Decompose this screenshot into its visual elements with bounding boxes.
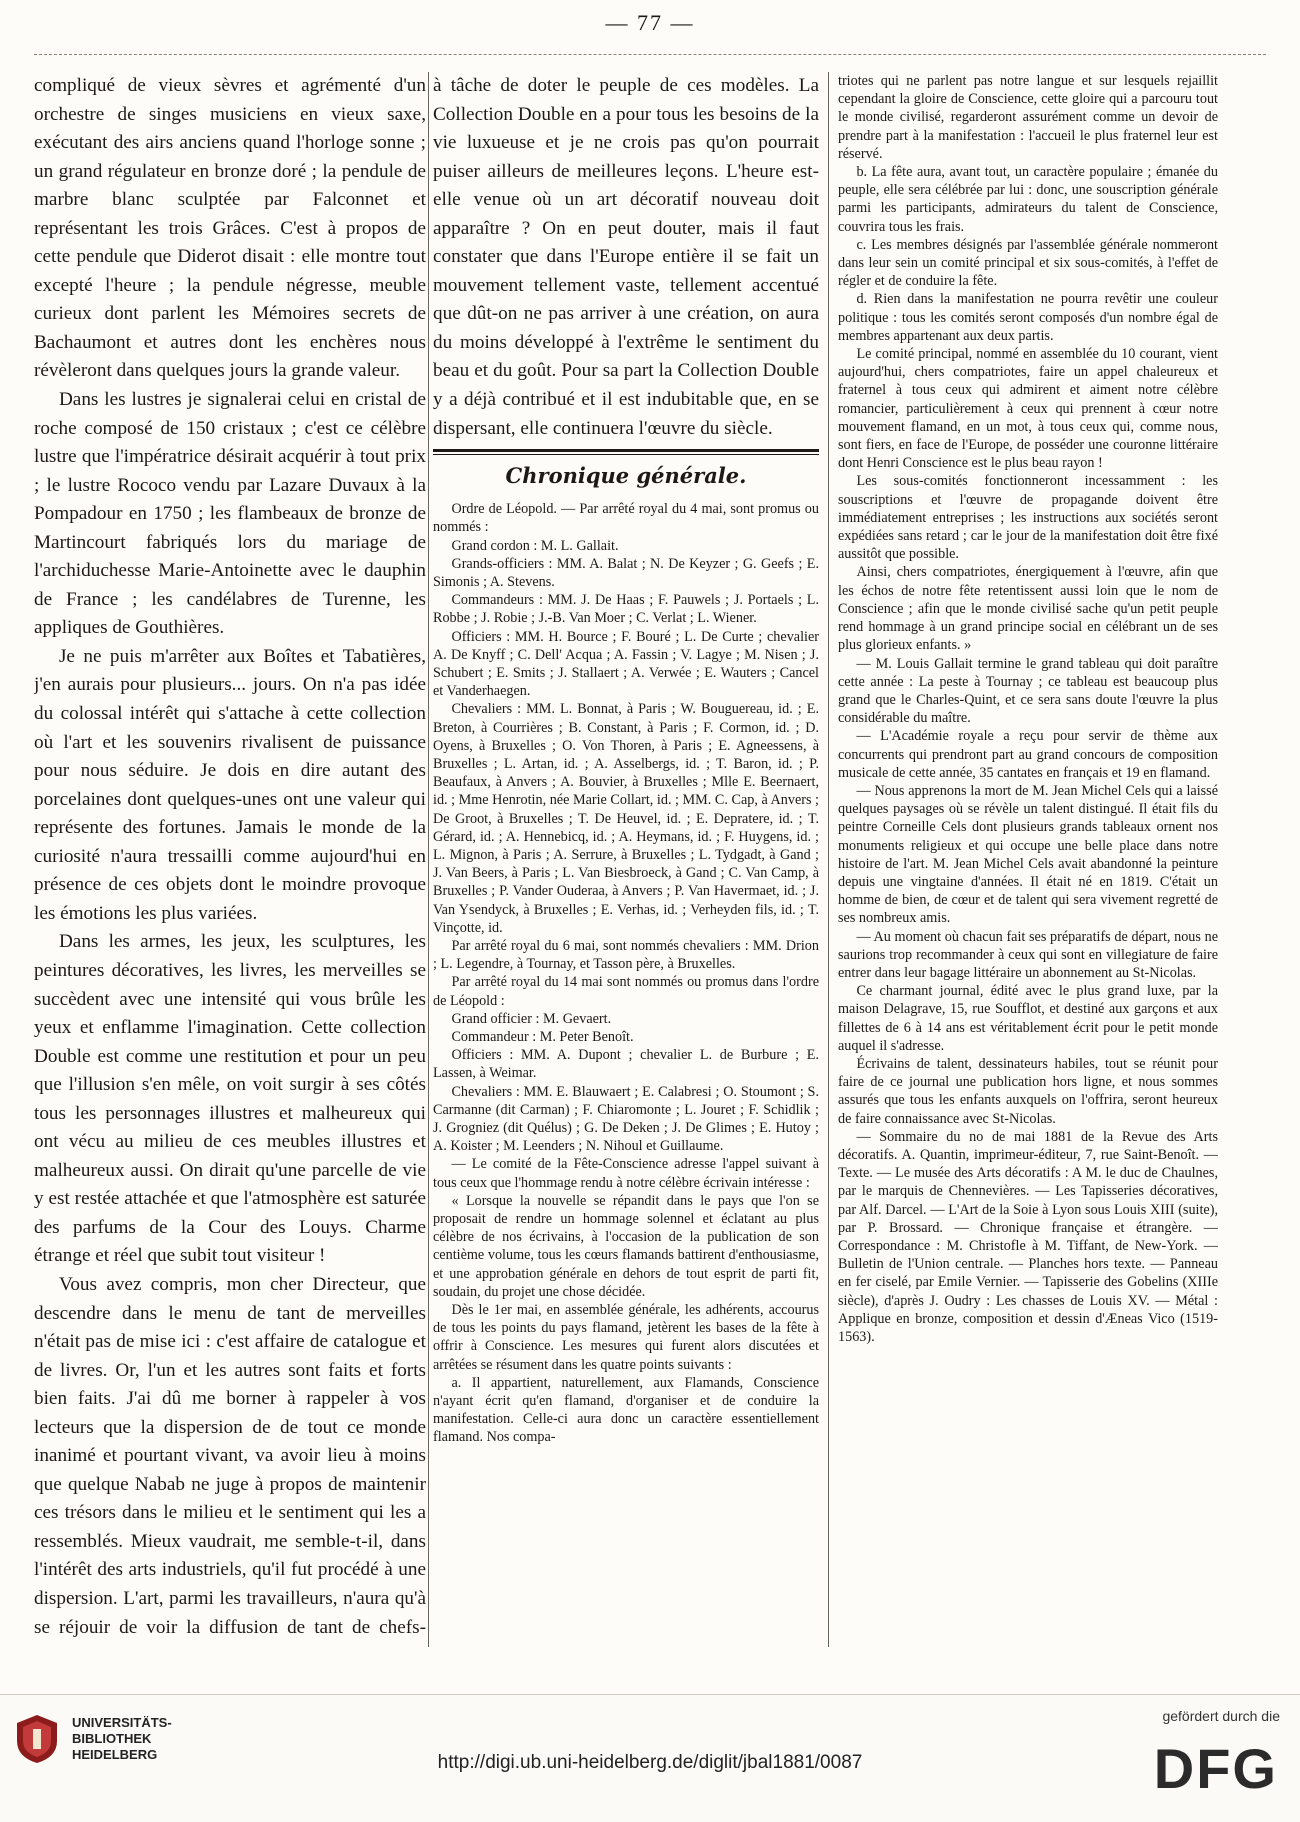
paragraph: Par arrêté royal du 6 mai, sont nommés chevaliers : MM. Drion ; L. Legendre, à Tournay, et Tasson père, à Bruxelles.: [433, 937, 819, 973]
paragraph: — Le comité de la Fête-Conscience adresse l'appel suivant à tous ceux que l'hommage rendu à notre célèbre écrivain intéresse :: [433, 1156, 819, 1191]
paragraph: Grands-officiers : MM. A. Balat ; N. De Keyzer ; G. Geefs ; E. Simonis ; A. Stevens.: [433, 555, 819, 590]
paragraph: — Au moment où chacun fait ses préparatifs de départ, nous ne saurions trop recommander à ceux qui sont en villegiature de faire entrer dans leur bagage littéraire un abonnement au St-Nicolas.: [838, 928, 1218, 981]
column-divider: [428, 72, 429, 1647]
dfg-logo: DFG: [1153, 1737, 1278, 1800]
paragraph: Ainsi, chers compatriotes, énergiquement à l'œuvre, afin que les échos de notre fête retentissent aussi loin que le nom de Conscience ; afin que le monde civilisé sache qu'un petit peuple rend hommage à un grand principe social en célébrant un de ses plus glorieux enfants. »: [838, 564, 1218, 654]
paragraph: Dans les armes, les jeux, les sculptures, les peintures décoratives, les livres, les merveilles se succèdent avec une intensité qui vous brûle les yeux et enflamme l'imagination. Cette collection Double est comme une restitution et pour un peu que l'illusion s'en mêle, on voit surgir à ses côtés tous les personnages illustres et malheureux qui ont vécu au milieu de ces meubles illustres et malheureux aussi. On dirait qu'une parcelle de vie y est restée attachée et que l'atmosphère est saturée des parfums de la Cour des Louys. Charme étrange et réel que subit tout visiteur !: [34, 931, 426, 1267]
paragraph: Ce charmant journal, édité avec le plus grand luxe, par la maison Delagrave, 15, rue Soufflot, et destiné aux garçons et aux fillettes de 6 à 14 ans est véritablement écrit pour le petit monde auquel il s'adresse.: [838, 983, 1218, 1054]
column-middle: [433, 72, 819, 1647]
paragraph: Dès le 1er mai, en assemblée générale, les adhérents, accourus de tous les points du pays flamand, jetèrent les bases de la fête à offrir à Conscience. Les mesures qui furent alors discutées et arrêtées se résument dans les quatre points suivants :: [433, 1302, 819, 1373]
paragraph: Les sous-comités fonctionneront incessamment : les souscriptions et l'œuvre de propagande doivent être immédiatement entreprises ; les instructions aux sociétés seront expédiées sans retard ; car le jour de la manifestation doit être fixé aussitôt que possible.: [838, 473, 1218, 563]
paragraph: c. Les membres désignés par l'assemblée générale nommeront dans leur sein un comité principal et six sous-comités, à l'effet de régler et de conduire la fête.: [838, 236, 1218, 290]
column-right: [838, 72, 1218, 1647]
top-rule: [34, 54, 1266, 56]
paragraph: d. Rien dans la manifestation ne pourra revêtir une couleur politique : tous les comités seront composés d'un nombre égal de membres appartenant aux deux partis.: [838, 291, 1218, 344]
section-rule: [433, 449, 819, 455]
paragraph: — Sommaire du no de mai 1881 de la Revue des Arts décoratifs. A. Quantin, imprimeur-éditeur, 7, rue Saint-Benoît. — Texte. — Le musée des Arts décoratifs : A M. le duc de Chaulnes, par le marquis de Chennevières. — Les Tapisseries décoratives, par Alf. Darcel. — L'Art de la Soie à Lyon sous Louis XIII (suite), par P. Brossard. — Chronique française et étrangère. — Correspondance : M. Christofle à M. Tiffant, de New-York. — Bulletin de l'Union centrale. — Planches hors texte. — Panneau en fer ciselé, par Emile Vernier. — Tapisserie des Gobelins (XIIIe siècle), d'après J. Oudry : Les chasses de Louis XV. — Métal : Applique en bronze, composition et dessin d'Æneas Vico (1519-1563).: [838, 1128, 1218, 1346]
paragraph: Officiers : MM. A. Dupont ; chevalier L. de Burbure ; E. Lassen, à Weimar.: [433, 1047, 819, 1082]
paragraph: triotes qui ne parlent pas notre langue et sur lesquels rejaillit cependant la gloire de Conscience, cette gloire qui a parcouru tout le monde civilisé, regarderont assurément comme un devoir de prendre part à la manifestation : l'accueil le plus fraternel leur est réservé.: [838, 73, 1218, 162]
paragraph: a. Il appartient, naturellement, aux Flamands, Conscience n'ayant écrit qu'en flamand, d'organiser et de conduire la manifestation. Celle-ci aura donc un caractère essentiellement flamand. Nos compa-: [433, 1374, 819, 1446]
paragraph: Je ne puis m'arrêter aux Boîtes et Tabatières, j'en aurais pour plusieurs... jours. On n'a pas idée du colossal intérêt qui s'attache à cette collection où l'art et les souvenirs rivalisent de puissance pour nous séduire. Je dois en dire autant des porcelaines dont quelques-unes ont une valeur qui représente des fortunes. Jamais le monde de la curiosité n'aura tressailli comme aujourd'hui en présence de ces objets dont le moindre provoque les émotions les plus variées.: [34, 645, 426, 924]
paragraph: Écrivains de talent, dessinateurs habiles, tout se réunit pour faire de ce journal une publication hors ligne, et nous sommes assurés que tous les enfants auxquels on l'offrira, seront heureux de faire connaissance avec St-Nicolas.: [838, 1055, 1218, 1127]
column-left: [34, 72, 426, 1647]
institution-line: BIBLIOTHEK: [72, 1731, 152, 1746]
section-heading: Chronique générale.: [505, 463, 747, 489]
paragraph: Le comité principal, nommé en assemblée du 10 courant, vient aujourd'hui, chers compatriotes, faire un appel chaleureux et fraternel à tous ceux qui admirent et aiment notre célèbre romancier, particulièrement à ceux qui prennent à cœur notre mouvement flamand, en un mot, à tous ceux qui, comme nous, sont fiers, en face de l'Europe, de posséder une couronne littéraire dont Henri Conscience est le plus beau rayon !: [838, 346, 1218, 472]
paragraph: Par arrêté royal du 14 mai sont nommés ou promus dans l'ordre de Léopold :: [433, 974, 819, 1009]
paragraph: Grand cordon : M. L. Gallait.: [451, 537, 619, 554]
paragraph: Chevaliers : MM. E. Blauwaert ; E. Calabresi ; O. Stoumont ; S. Carmanne (dit Carman) ; F. Chiaromonte ; L. Jouret ; F. Schidlik ; J. Grogniez (dit Quélus) ; G. De Deken ; J. De Glimes ; E. Hutoy ; A. Koister ; M. Leenders ; N. Nihoul et Guillaume.: [433, 1083, 819, 1155]
paragraph: Officiers : MM. H. Bource ; F. Bouré ; L. De Curte ; chevalier A. De Knyff ; C. Dell' Acqua ; A. Fassin ; V. Lagye ; M. Nisen ; J. Schubert ; E. Smits ; J. Stallaert ; A. Verwée ; E. Wauters ; Cancel et Vanderhaegen.: [433, 628, 819, 700]
paragraph: b. La fête aura, avant tout, un caractère populaire ; émanée du peuple, elle sera célébrée par lui : donc, une souscription générale parmi les participants, admirateurs du talent de Conscience, couvrira tous les frais.: [838, 164, 1218, 235]
column-divider: [828, 72, 829, 1647]
chronicle-body: [433, 500, 819, 1447]
paragraph: Commandeurs : MM. J. De Haas ; F. Pauwels ; J. Portaels ; L. Robbe ; J. Robie ; J.-B. Van Moer ; C. Verlat ; L. Wiener.: [433, 592, 819, 627]
institution-line: HEIDELBERG: [72, 1747, 158, 1762]
paragraph: à tâche de doter le peuple de ces modèles. La Collection Double en a pour tous les besoins de la vie luxueuse et je ne crois pas qu'on pourrait puiser ailleurs de meilleures leçons. L'heure est-elle venue où un art décoratif nouveau doit apparaître ? On en peut douter, mais il faut constater que dans l'Europe entière il se fait un mouvement tellement vaste, tellement accentué que dût-on ne pas arriver à une création, on aura du moins développé à l'extrême le sentiment du beau et du goût. Pour sa part la Collection Double y a déjà contribué et il est indubitable que, en se dispersant, elle continuera l'œuvre du siècle.: [433, 75, 819, 439]
page-number: — 77 —: [605, 10, 695, 35]
paragraph: Ordre de Léopold. — Par arrêté royal du 4 mai, sont promus ou nommés :: [433, 501, 819, 536]
paragraph: Commandeur : M. Peter Benoît.: [451, 1029, 634, 1045]
source-url[interactable]: http://digi.ub.uni-heidelberg.de/diglit/jbal1881/0087: [437, 1752, 863, 1773]
institution-line: UNIVERSITÄTS-: [72, 1715, 172, 1730]
paragraph: « Lorsque la nouvelle se répandit dans le pays que l'on se proposait de rendre un hommage solennel et éclatant au plus célèbre de nos écrivains, à l'occasion de la publication de son centième volume, tous les cœurs flamands battirent d'enthousiasme, et une approbation générale en dehors de tout esprit de parti fit, soudain, du projet une chose décidée.: [433, 1192, 819, 1300]
paragraph: — Nous apprenons la mort de M. Jean Michel Cels qui a laissé quelques paysages où se révèle un talent distingué. Il était fils du peintre Corneille Cels dont plusieurs grands tableaux ornent nos monuments religieux et qui occupe une belle place dans notre histoire de l'art. M. Jean Michel Cels avait abandonné la peinture depuis une vingtaine d'années. Il était né en 1819. C'était un homme de bien, de cœur et de talent qui sera vivement regretté de ses nombreux amis.: [838, 782, 1218, 927]
paragraph: Grand officier : M. Gevaert.: [451, 1010, 612, 1027]
funder-label: gefördert durch die: [1162, 1708, 1280, 1724]
paragraph: compliqué de vieux sèvres et agrémenté d'un orchestre de singes musiciens en vieux saxe, exécutant des airs anciens quand l'horloge sonne ; un grand régulateur en bronze doré ; la pendule de marbre blanc sculptée par Falconnet et représentant les trois Grâces. C'est à propos de cette pendule que Diderot disait : elle montre tout excepté l'heure ; la pendule négresse, meuble curieux dont parlent les Mémoires secrets de Bachaumont et autres dont les enchères nous révèleront dans quelques jours la grande valeur.: [34, 75, 426, 382]
paragraph: Chevaliers : MM. L. Bonnat, à Paris ; W. Bouguereau, id. ; E. Breton, à Courrières ; B. Constant, à Paris ; F. Cormon, id. ; D. Oyens, à Bruxelles ; O. Von Thoren, à Paris ; E. Agneessens, à Bruxelles ; L. Artan, id. ; A. Asselbergs, id. ; T. Baron, id. ; P. Beaufaux, à Anvers ; A. Bouvier, à Bruxelles ; Mlle E. Beernaert, id. ; Mme Henrotin, née Marie Collart, id. ; MM. C. Cap, à Anvers ; De Groot, à Bruxelles ; T. De Heuvel, id. ; E. Depratere, id. ; T. Gérard, id. ; A. Hennebicq, id. ; A. Heymans, id. ; F. Huygens, id. ; L. Mignon, à Paris ; A. Serrure, à Bruxelles ; L. Tydgadt, à Gand ; J. Van Beers, à Paris ; L. Van Biesbroeck, à Gand ; C. Van Camp, à Bruxelles ; P. Vander Ouderaa, à Anvers ; P. Van Havermaet, id. ; J. Van Ysendyck, à Bruxelles ; E. Verhas, id. ; Verheyden fils, id. ; T. Vinçotte, id.: [433, 701, 819, 936]
paragraph: — M. Louis Gallait termine le grand tableau qui doit paraître cette année : La peste à Tournay ; ce tableau est beaucoup plus grand que le Charles-Quint, et ce sera sans doute l'œuvre la plus considérable du maître.: [838, 655, 1218, 727]
paragraph: Vous avez compris, mon cher Directeur, que descendre dans le menu de tant de merveilles n'était pas de mise ici : c'est affaire de catalogue et de livres. Or, l'un et les autres sont faits et forts bien faits. J'ai dû me borner à rappeler à vos lecteurs que la dispersion de de tout ce monde inanimé et pourtant vivant, va avoir lieu à moins que quelque Nabab ne juge à propos de maintenir ces trésors dans le milieu et le sentiment qui les a ressemblés. Mieux vaudrait, me semble-t-il, dans l'intérêt des arts industriels, qu'il fut procédé à une dispersion. L'art, parmi les travailleurs, n'aura qu'à se réjouir de voir la diffusion de tant de chefs-: [34, 1273, 426, 1638]
paragraph: Dans les lustres je signalerai celui en cristal de roche composé de 150 cristaux ; c'est ce célèbre lustre que l'impératrice désirait acquérir à tout prix ; le lustre Rococo vendu par Lazare Duvaux à la Pompadour en 1750 ; les flambeaux de bronze de Martincourt fabriqués lors du mariage de l'archiduchesse Marie-Antoinette avec le dauphin de France ; les candélabres de Turenne, les appliques de Gouthières.: [34, 389, 426, 639]
paragraph: — L'Académie royale a reçu pour servir de thème aux concurrents qui prendront part au grand concours de composition musicale de cette année, 35 cantates en français et 19 en flamand.: [838, 728, 1218, 781]
